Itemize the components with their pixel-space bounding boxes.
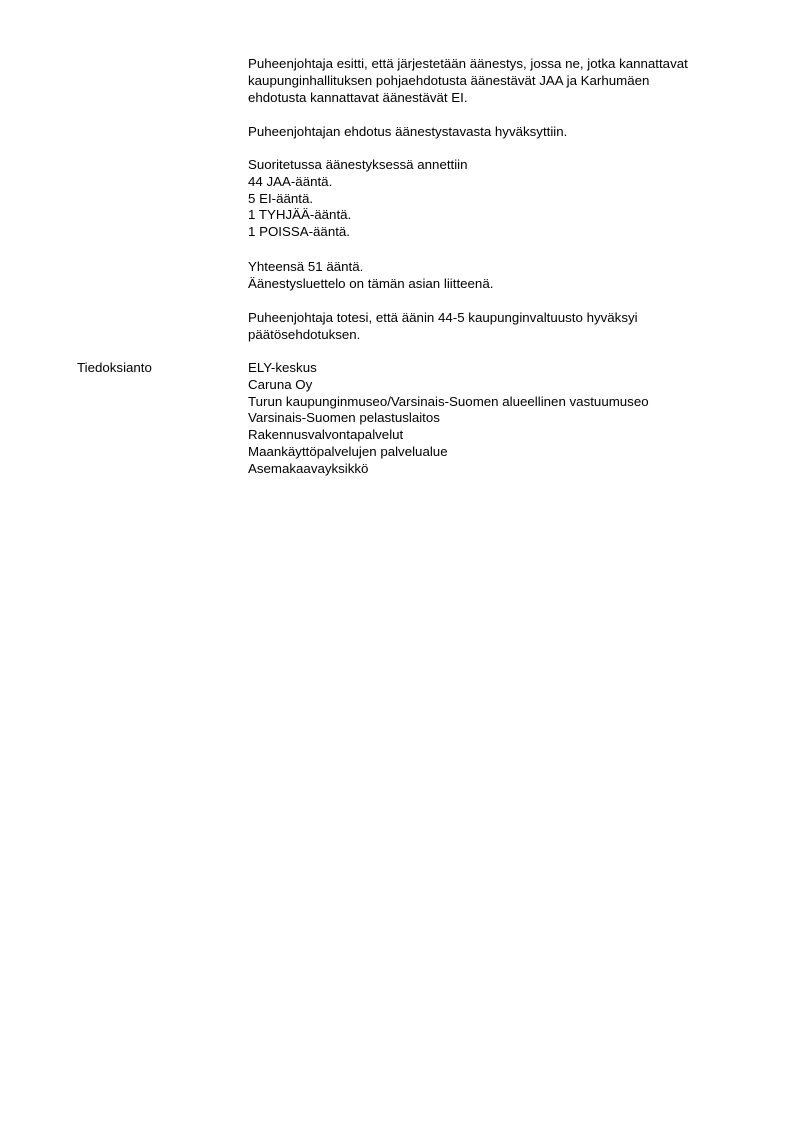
recipient-item: Rakennusvalvontapalvelut — [248, 427, 404, 443]
decision-paragraph — [248, 310, 748, 344]
vote-result-paragraph — [248, 157, 748, 241]
text-line: Puheenjohtaja esitti, että järjestetään äänestys, jossa ne, jotka kannattavat — [248, 56, 688, 71]
vote-proposal-paragraph — [248, 56, 748, 106]
text-line: Suoritetussa äänestyksessä annettiin — [248, 157, 468, 172]
recipient-item: Caruna Oy — [248, 376, 313, 392]
text-line: päätösehdotuksen. — [248, 326, 361, 342]
no-votes-line: 5 EI-ääntä. — [248, 190, 314, 206]
text-line: Puheenjohtaja totesi, että äänin 44-5 kaupunginvaltuusto hyväksyi — [248, 310, 638, 325]
text-line: kaupunginhallituksen pohjaehdotusta äänestävät JAA ja Karhumäen — [248, 72, 650, 88]
recipient-item: Varsinais-Suomen pelastuslaitos — [248, 410, 440, 426]
recipient-item: Asemakaavayksikkö — [248, 460, 369, 476]
attachment-note-line: Äänestysluettelo on tämän asian liitteenä. — [248, 275, 494, 291]
text-line: Puheenjohtajan ehdotus äänestystavasta hyväksyttiin. — [248, 124, 568, 139]
recipient-item: ELY-keskus — [248, 360, 317, 375]
yes-votes-line: 44 JAA-ääntä. — [248, 173, 333, 189]
recipient-item: Turun kaupunginmuseo/Varsinais-Suomen alueellinen vastuumuseo — [248, 393, 649, 409]
notice-heading: Tiedoksianto — [77, 360, 152, 375]
text-line: ehdotusta kannattavat äänestävät EI. — [248, 89, 468, 105]
notice-recipient-list — [248, 360, 748, 478]
empty-votes-line: 1 TYHJÄÄ-ääntä. — [248, 207, 352, 223]
vote-total-paragraph — [248, 259, 748, 293]
recipient-item: Maankäyttöpalvelujen palvelualue — [248, 443, 448, 459]
absent-votes-line: 1 POISSA-ääntä. — [248, 224, 350, 240]
method-approved-paragraph — [248, 124, 748, 141]
total-votes-line: Yhteensä 51 ääntä. — [248, 259, 364, 274]
